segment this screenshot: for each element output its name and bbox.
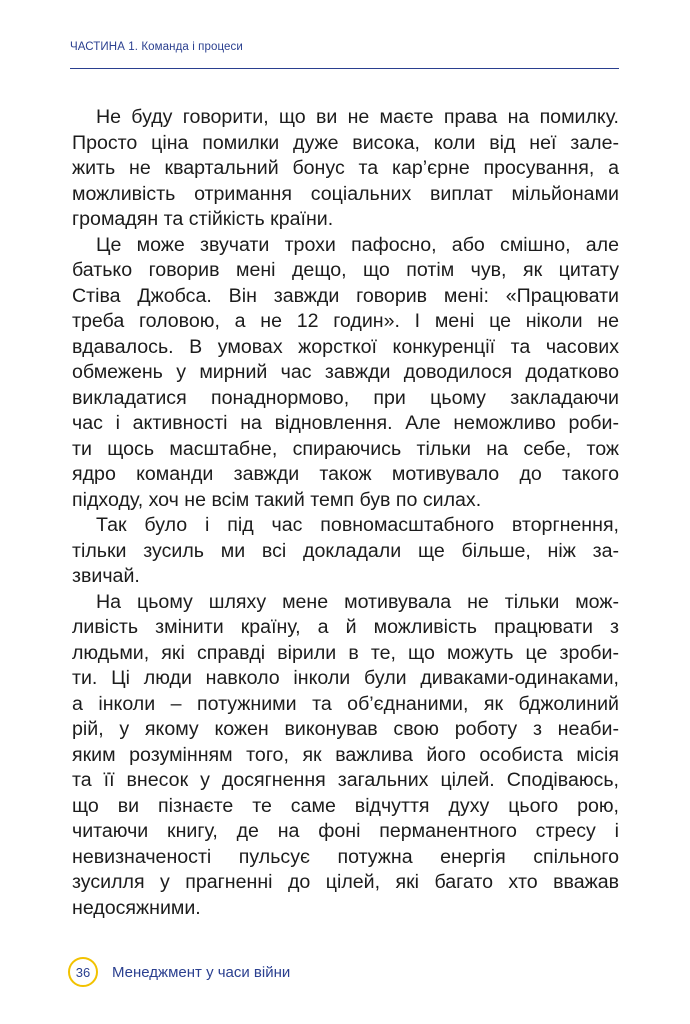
text-line: людьми, які справді вірили в те, що можуть це зроби- [72, 641, 619, 664]
text-line: вдавалось. В умовах жорсткої конкуренції та часових [72, 335, 619, 358]
text-line: треба головою, а не 12 годин». І мені це ніколи не [72, 310, 619, 332]
text-line: тільки зусиль ми всі докладали ще більше, ніж за- [72, 539, 619, 562]
text-line: ти щось масштабне, спираючись тільки на себе, тож [72, 437, 619, 460]
text-line: недосяжними. [72, 896, 201, 919]
text-line: громадян та стійкість країни. [72, 208, 334, 230]
text-line: ливість змінити країну, а й можливість працювати з [72, 616, 619, 638]
book-title: Менеджмент у часи війни [112, 963, 291, 981]
text-line: Так було і під час повномасштабного вторгнення, [96, 514, 619, 536]
text-line: а інколи – потужними та об’єднаними, як бджолиний [72, 692, 619, 715]
body-text [72, 105, 619, 921]
page-number: 36 [75, 964, 91, 980]
text-line: Не буду говорити, що ви не маєте права на помилку. [96, 106, 619, 128]
text-line: звичай. [72, 565, 140, 587]
running-head: ЧАСТИНА 1. Команда і процеси [70, 41, 243, 53]
paragraph-2 [72, 233, 619, 514]
text-line: жить не квартальний бонус та кар’єрне просування, а [72, 157, 619, 179]
text-line: На цьому шляху мене мотивувала не тільки мож- [96, 590, 619, 613]
paragraph-4 [72, 590, 619, 922]
text-line: час і активності на відновлення. Але неможливо роби- [72, 412, 619, 434]
page-footer [68, 955, 290, 989]
text-line: можливість отримання соціальних виплат мільйонами [72, 182, 619, 205]
paragraph-1 [72, 105, 619, 233]
text-line: батько говорив мені дещо, що потім чув, як цитату [72, 259, 619, 281]
text-line: обмежень у мирний час завжди доводилося додатково [72, 361, 619, 383]
text-line: рій, у якому кожен виконував свою роботу з неаби- [72, 718, 619, 740]
text-line: підходу, хоч не всім такий темп був по силах. [72, 488, 482, 511]
text-line: викладатися понаднормово, при цьому закладаючи [72, 386, 619, 409]
text-line: ти. Ці люди навколо інколи були диваками-одинаками, [72, 667, 619, 689]
text-line: ядро команди завжди також мотивувало до такого [72, 463, 619, 485]
header-divider [70, 68, 619, 69]
text-line: зусилля у прагненні до цілей, які багато хто вважав [72, 871, 619, 893]
text-line: невизначеності пульсує потужна енергія спільного [72, 845, 619, 868]
page-number-badge [68, 957, 98, 987]
text-line: Це може звучати трохи пафосно, або смішно, але [96, 233, 619, 256]
text-line: та її внесок у досягнення загальних цілей. Сподіваюсь, [72, 769, 619, 791]
text-line: читаючи книгу, де на фоні перманентного стресу і [72, 820, 619, 842]
text-line: яким розумінням того, як важлива його особиста місія [72, 743, 619, 766]
text-line: Просто ціна помилки дуже висока, коли від неї зале- [72, 131, 619, 154]
text-line: Стіва Джобса. Він завжди говорив мені: «Працювати [72, 284, 619, 307]
paragraph-3 [72, 513, 619, 590]
text-line: що ви пізнаєте те саме відчуття духу цього рою, [72, 794, 619, 817]
